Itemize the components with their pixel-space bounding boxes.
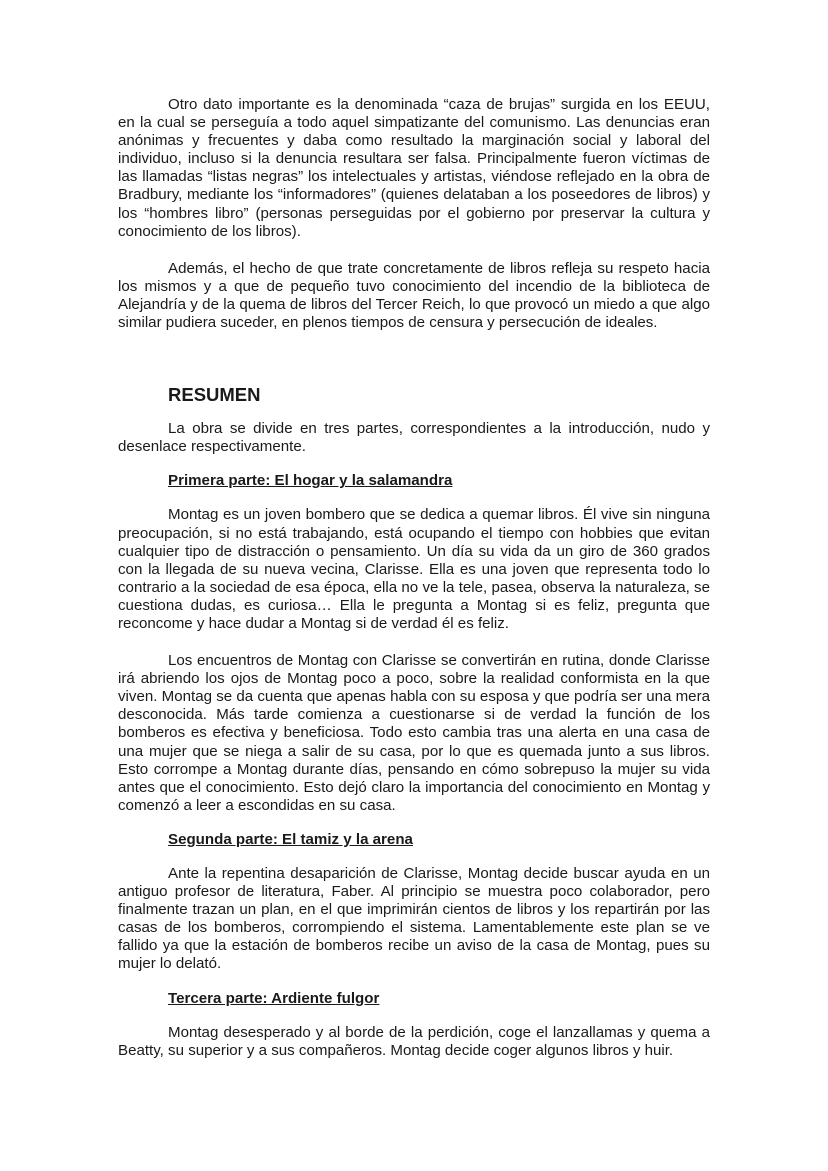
paragraph-respeto-libros: Además, el hecho de que trate concretamente de libros refleja su respeto hacia los mismos y a que de pequeño tuvo conocimiento del incendio de la biblioteca de Alejandría y de la quema de libros del Tercer Reich, lo que provocó un miedo a que algo similar pudiera suceder, en plenos tiempos de censura y persecución de ideales. — [118, 259, 710, 332]
paragraph-primera-parte-1: Montag es un joven bombero que se dedica a quemar libros. Él vive sin ninguna preocupación, si no está trabajando, está ocupando el tiempo con hobbies que evitan cualquier tipo de distracción o pensamiento. Un día su vida da un giro de 360 grados con la llegada de su nueva vecina, Clarisse. Ella es una joven que representa todo lo contrario a la sociedad de esa época, ella no ve la tele, pasea, observa la naturaleza, se cuestiona dudas, es curiosa… Ella le pregunta a Montag si es feliz, pregunta que reconcome y hace dudar a Montag si de verdad él es feliz. — [118, 506, 710, 632]
section-heading-resumen: RESUMEN — [168, 384, 261, 406]
paragraph-resumen-intro: La obra se divide en tres partes, correspondientes a la introducción, nudo y desenlace respectivamente. — [118, 420, 710, 456]
paragraph-caza-de-brujas: Otro dato importante es la denominada “caza de brujas” surgida en los EEUU, en la cual se perseguía a todo aquel simpatizante del comunismo. Las denuncias eran anónimas y frecuentes y daba como resultado la marginación social y laboral del individuo, incluso si la denuncia resultara ser falsa. Principalmente fueron víctimas de las llamadas “listas negras” los intelectuales y artistas, viéndose reflejado en la obra de Bradbury, mediante los “informadores” (quienes delataban a los poseedores de libros) y los “hombres libro” (personas perseguidas por el gobierno por preservar la cultura y conocimiento de los libros). — [118, 96, 710, 240]
paragraph-tercera-parte: Montag desesperado y al borde de la perdición, coge el lanzallamas y quema a Beatty, su superior y a sus compañeros. Montag decide coger algunos libros y huir. — [118, 1023, 710, 1059]
paragraph-segunda-parte: Ante la repentina desaparición de Clarisse, Montag decide buscar ayuda en un antiguo profesor de literatura, Faber. Al principio se muestra poco colaborador, pero finalmente trazan un plan, en el que imprimirán cientos de libros y los repartirán por las casas de los bomberos, corrompiendo el sistema. Lamentablemente este plan se ve fallido ya que la estación de bomberos recibe un aviso de la casa de Montag, pues su mujer lo delató. — [118, 865, 710, 973]
sub-heading-primera-parte: Primera parte: El hogar y la salamandra — [168, 472, 453, 490]
sub-heading-tercera-parte: Tercera parte: Ardiente fulgor — [168, 989, 380, 1007]
sub-heading-segunda-parte: Segunda parte: El tamiz y la arena — [168, 830, 413, 848]
paragraph-primera-parte-2: Los encuentros de Montag con Clarisse se convertirán en rutina, donde Clarisse irá abriendo los ojos de Montag poco a poco, sobre la realidad conformista en la que viven. Montag se da cuenta que apenas habla con su esposa y que podría ser una mera desconocida. Más tarde comienza a cuestionarse si de verdad la función de los bomberos es efectiva y beneficiosa. Todo esto cambia tras una alerta en una casa de una mujer que se niega a salir de su casa, por lo que es quemada junto a sus libros. Esto corrompe a Montag durante días, pensando en cómo sobrepuso la mujer su vida antes que el conocimiento. Esto dejó claro la importancia del conocimiento en Montag y comenzó a leer a escondidas en su casa. — [118, 652, 710, 814]
document-page — [118, 96, 710, 1060]
